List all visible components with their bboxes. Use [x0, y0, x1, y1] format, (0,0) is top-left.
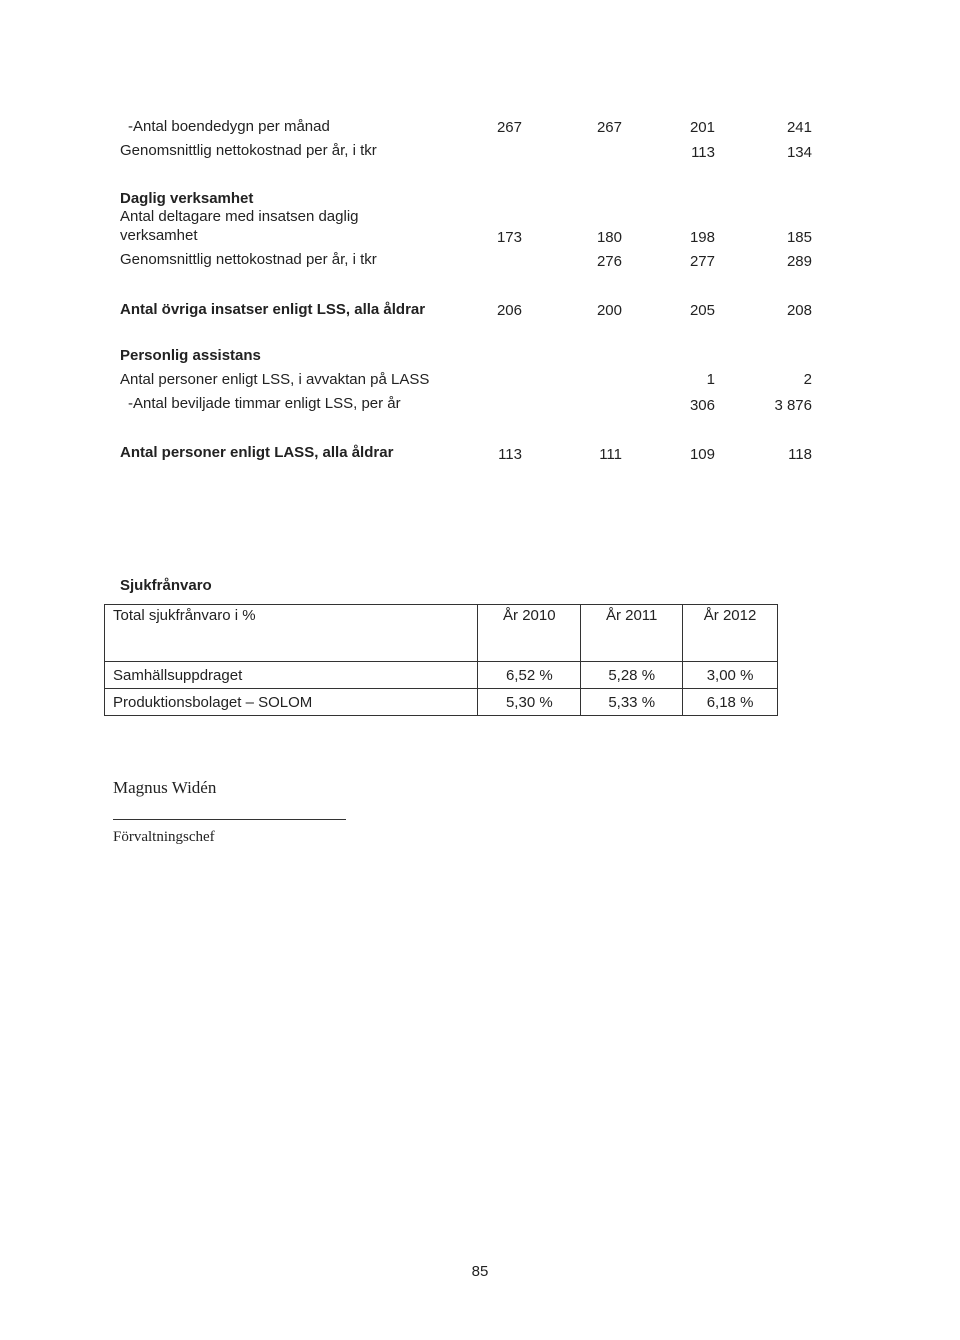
cell-ovriga-4: 208 — [786, 302, 812, 319]
cell-avvaktan-4: 2 — [803, 371, 812, 388]
cell-nettokostnad-daglig-2: 276 — [596, 253, 622, 270]
signature-title: Förvaltningschef — [113, 829, 215, 845]
cell-lass-2: 111 — [599, 446, 622, 463]
cell-lass-4: 118 — [788, 446, 812, 463]
cell-avvaktan-3: 1 — [706, 371, 715, 388]
row-label-lass: Antal personer enligt LASS, alla åldrar — [120, 444, 394, 461]
sick-leave-heading: Sjukfrånvaro — [120, 577, 212, 594]
sick-leave-table — [104, 604, 778, 716]
cell-ovriga-2: 200 — [596, 302, 622, 319]
page-number: 85 — [471, 1263, 489, 1280]
row-label-deltagare-line2: verksamhet — [120, 227, 198, 244]
cell-ovriga-3: 205 — [689, 302, 715, 319]
sick-cell: 6,52 % — [478, 662, 581, 689]
cell-deltagare-2: 180 — [596, 229, 622, 246]
signature-name: Magnus Widén — [113, 778, 217, 797]
cell-boendedygn-3: 201 — [689, 119, 715, 136]
section-heading-assistans: Personlig assistans — [120, 347, 261, 364]
cell-deltagare-4: 185 — [786, 229, 812, 246]
row-label-nettokostnad-daglig: Genomsnittlig nettokostnad per år, i tkr — [120, 251, 377, 268]
row-label-avvaktan: Antal personer enligt LSS, i avvaktan på LASS — [120, 371, 430, 388]
table-row — [105, 689, 778, 716]
cell-timmar-3: 306 — [689, 397, 715, 414]
sick-row-label: Produktionsbolaget – SOLOM — [105, 689, 478, 716]
sick-cell: 5,30 % — [478, 689, 581, 716]
sick-leave-header-row — [105, 605, 778, 662]
sick-cell: 5,33 % — [581, 689, 683, 716]
sick-cell: 6,18 % — [683, 689, 778, 716]
cell-boendedygn-2: 267 — [596, 119, 622, 136]
cell-nettokostnad-daglig-3: 277 — [689, 253, 715, 270]
row-label-boendedygn: -Antal boendedygn per månad — [128, 118, 330, 135]
signature-line — [113, 819, 346, 820]
sick-row-label: Samhällsuppdraget — [105, 662, 478, 689]
cell-deltagare-3: 198 — [689, 229, 715, 246]
row-label-deltagare-line1: Antal deltagare med insatsen daglig — [120, 208, 359, 225]
sick-header-2011: År 2011 — [581, 605, 683, 662]
row-label-ovriga: Antal övriga insatser enligt LSS, alla åldrar — [120, 301, 426, 318]
section-heading-daglig: Daglig verksamhet — [120, 190, 254, 207]
row-label-timmar: -Antal beviljade timmar enligt LSS, per år — [128, 395, 401, 412]
sick-header-label: Total sjukfrånvaro i % — [105, 605, 478, 662]
cell-lass-1: 113 — [498, 446, 522, 463]
cell-lass-3: 109 — [689, 446, 715, 463]
table-row — [105, 662, 778, 689]
cell-timmar-4: 3 876 — [774, 397, 812, 414]
cell-ovriga-1: 206 — [496, 302, 522, 319]
cell-deltagare-1: 173 — [496, 229, 522, 246]
cell-boendedygn-4: 241 — [786, 119, 812, 136]
cell-nettokostnad-3: 113 — [691, 144, 715, 161]
sick-header-2010: År 2010 — [478, 605, 581, 662]
sick-cell: 3,00 % — [683, 662, 778, 689]
cell-nettokostnad-4: 134 — [786, 144, 812, 161]
row-label-nettokostnad: Genomsnittlig nettokostnad per år, i tkr — [120, 142, 377, 159]
sick-cell: 5,28 % — [581, 662, 683, 689]
cell-nettokostnad-daglig-4: 289 — [786, 253, 812, 270]
sick-header-2012: År 2012 — [683, 605, 778, 662]
cell-boendedygn-1: 267 — [496, 119, 522, 136]
